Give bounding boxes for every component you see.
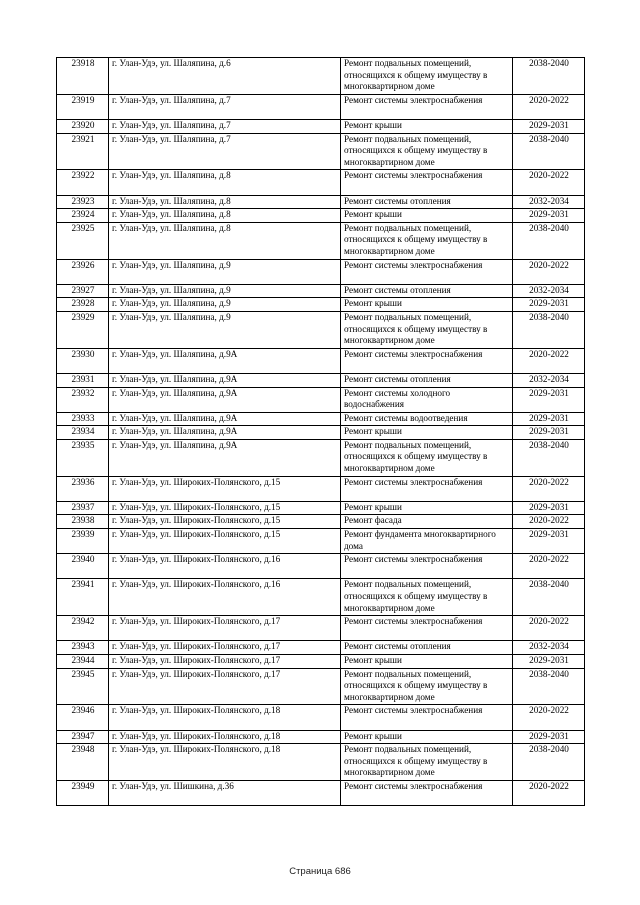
row-number-cell: 23939 <box>57 529 109 554</box>
address-cell: г. Улан-Удэ, ул. Широких-Полянского, д.17 <box>109 655 341 669</box>
repair-period-cell: 2020-2022 <box>513 616 585 641</box>
address-cell: г. Улан-Удэ, ул. Шаляпина, д.9А <box>109 348 341 373</box>
table-row <box>57 705 585 730</box>
table-row <box>57 501 585 515</box>
row-number-cell: 23936 <box>57 476 109 501</box>
address-cell: г. Улан-Удэ, ул. Широких-Полянского, д.16 <box>109 554 341 579</box>
repair-period-cell: 2032-2034 <box>513 641 585 655</box>
address-cell: г. Улан-Удэ, ул. Шаляпина, д.7 <box>109 119 341 133</box>
address-cell: г. Улан-Удэ, ул. Широких-Полянского, д.18 <box>109 744 341 781</box>
row-number-cell: 23921 <box>57 133 109 170</box>
address-cell: г. Улан-Удэ, ул. Шаляпина, д.9 <box>109 311 341 348</box>
repair-period-cell: 2020-2022 <box>513 554 585 579</box>
table-row <box>57 641 585 655</box>
repair-work-cell: Ремонт системы электроснабжения <box>341 476 513 501</box>
table-row <box>57 426 585 440</box>
repair-work-cell: Ремонт подвальных помещений, относящихся к общему имуществу в многоквартирном доме <box>341 222 513 259</box>
repair-period-cell: 2020-2022 <box>513 515 585 529</box>
row-number-cell: 23928 <box>57 298 109 312</box>
repair-work-cell: Ремонт крыши <box>341 119 513 133</box>
row-number-cell: 23947 <box>57 730 109 744</box>
repair-period-cell: 2020-2022 <box>513 705 585 730</box>
address-cell: г. Улан-Удэ, ул. Широких-Полянского, д.15 <box>109 515 341 529</box>
table-row <box>57 387 585 412</box>
repair-period-cell: 2029-2031 <box>513 412 585 426</box>
repair-work-cell: Ремонт подвальных помещений, относящихся к общему имуществу в многоквартирном доме <box>341 311 513 348</box>
repair-period-cell: 2020-2022 <box>513 476 585 501</box>
repair-work-cell: Ремонт системы отопления <box>341 373 513 387</box>
table-row <box>57 529 585 554</box>
address-cell: г. Улан-Удэ, ул. Шаляпина, д.8 <box>109 170 341 195</box>
table-body <box>57 58 585 806</box>
repair-period-cell: 2029-2031 <box>513 387 585 412</box>
repair-period-cell: 2029-2031 <box>513 730 585 744</box>
row-number-cell: 23944 <box>57 655 109 669</box>
repair-period-cell: 2032-2034 <box>513 195 585 209</box>
row-number-cell: 23949 <box>57 780 109 805</box>
repair-work-cell: Ремонт подвальных помещений, относящихся к общему имуществу в многоквартирном доме <box>341 744 513 781</box>
address-cell: г. Улан-Удэ, ул. Шаляпина, д.9 <box>109 284 341 298</box>
address-cell: г. Улан-Удэ, ул. Шаляпина, д.9А <box>109 439 341 476</box>
repair-work-cell: Ремонт системы отопления <box>341 641 513 655</box>
repair-work-cell: Ремонт системы отопления <box>341 195 513 209</box>
table-row <box>57 554 585 579</box>
row-number-cell: 23948 <box>57 744 109 781</box>
address-cell: г. Улан-Удэ, ул. Шаляпина, д.8 <box>109 222 341 259</box>
repair-work-cell: Ремонт подвальных помещений, относящихся к общему имуществу в многоквартирном доме <box>341 58 513 95</box>
repair-period-cell: 2029-2031 <box>513 119 585 133</box>
repair-work-cell: Ремонт системы электроснабжения <box>341 554 513 579</box>
repair-period-cell: 2029-2031 <box>513 298 585 312</box>
table-row <box>57 119 585 133</box>
row-number-cell: 23932 <box>57 387 109 412</box>
address-cell: г. Улан-Удэ, ул. Шаляпина, д.8 <box>109 209 341 223</box>
table-row <box>57 170 585 195</box>
table-row <box>57 655 585 669</box>
repair-period-cell: 2029-2031 <box>513 529 585 554</box>
address-cell: г. Улан-Удэ, ул. Широких-Полянского, д.17 <box>109 668 341 705</box>
repair-work-cell: Ремонт подвальных помещений, относящихся к общему имуществу в многоквартирном доме <box>341 439 513 476</box>
row-number-cell: 23924 <box>57 209 109 223</box>
address-cell: г. Улан-Удэ, ул. Шаляпина, д.9А <box>109 426 341 440</box>
row-number-cell: 23925 <box>57 222 109 259</box>
row-number-cell: 23946 <box>57 705 109 730</box>
table-row <box>57 616 585 641</box>
row-number-cell: 23929 <box>57 311 109 348</box>
repair-period-cell: 2029-2031 <box>513 501 585 515</box>
address-cell: г. Улан-Удэ, ул. Шаляпина, д.9А <box>109 412 341 426</box>
repair-period-cell: 2029-2031 <box>513 209 585 223</box>
row-number-cell: 23943 <box>57 641 109 655</box>
repair-work-cell: Ремонт системы электроснабжения <box>341 348 513 373</box>
row-number-cell: 23931 <box>57 373 109 387</box>
table-row <box>57 744 585 781</box>
row-number-cell: 23926 <box>57 259 109 284</box>
table-row <box>57 579 585 616</box>
repair-work-cell: Ремонт системы электроснабжения <box>341 616 513 641</box>
repair-work-cell: Ремонт крыши <box>341 730 513 744</box>
repair-period-cell: 2029-2031 <box>513 426 585 440</box>
address-cell: г. Улан-Удэ, ул. Широких-Полянского, д.17 <box>109 616 341 641</box>
repair-period-cell: 2038-2040 <box>513 668 585 705</box>
repair-work-cell: Ремонт системы электроснабжения <box>341 259 513 284</box>
repair-period-cell: 2038-2040 <box>513 439 585 476</box>
row-number-cell: 23942 <box>57 616 109 641</box>
address-cell: г. Улан-Удэ, ул. Широких-Полянского, д.16 <box>109 579 341 616</box>
repair-period-cell: 2020-2022 <box>513 170 585 195</box>
row-number-cell: 23930 <box>57 348 109 373</box>
row-number-cell: 23938 <box>57 515 109 529</box>
repair-work-cell: Ремонт крыши <box>341 209 513 223</box>
address-cell: г. Улан-Удэ, ул. Шаляпина, д.9А <box>109 373 341 387</box>
address-cell: г. Улан-Удэ, ул. Широких-Полянского, д.15 <box>109 501 341 515</box>
repair-period-cell: 2029-2031 <box>513 655 585 669</box>
row-number-cell: 23919 <box>57 94 109 119</box>
repair-period-cell: 2038-2040 <box>513 58 585 95</box>
table-row <box>57 311 585 348</box>
repair-period-cell: 2020-2022 <box>513 259 585 284</box>
address-cell: г. Улан-Удэ, ул. Шаляпина, д.9 <box>109 298 341 312</box>
row-number-cell: 23922 <box>57 170 109 195</box>
table-row <box>57 412 585 426</box>
table-row <box>57 195 585 209</box>
repair-work-cell: Ремонт крыши <box>341 501 513 515</box>
repair-period-cell: 2038-2040 <box>513 744 585 781</box>
table-row <box>57 94 585 119</box>
repair-period-cell: 2020-2022 <box>513 94 585 119</box>
repair-work-cell: Ремонт крыши <box>341 655 513 669</box>
repair-work-cell: Ремонт крыши <box>341 426 513 440</box>
row-number-cell: 23918 <box>57 58 109 95</box>
capital-repair-table <box>56 57 585 806</box>
table-row <box>57 298 585 312</box>
table-row <box>57 259 585 284</box>
address-cell: г. Улан-Удэ, ул. Шаляпина, д.9 <box>109 259 341 284</box>
address-cell: г. Улан-Удэ, ул. Широких-Полянского, д.15 <box>109 529 341 554</box>
table-row <box>57 730 585 744</box>
table-row <box>57 133 585 170</box>
table-row <box>57 439 585 476</box>
repair-period-cell: 2032-2034 <box>513 284 585 298</box>
repair-work-cell: Ремонт системы холодного водоснабжения <box>341 387 513 412</box>
row-number-cell: 23937 <box>57 501 109 515</box>
repair-work-cell: Ремонт системы электроснабжения <box>341 705 513 730</box>
table-row <box>57 780 585 805</box>
address-cell: г. Улан-Удэ, ул. Широких-Полянского, д.18 <box>109 705 341 730</box>
repair-work-cell: Ремонт системы водоотведения <box>341 412 513 426</box>
table-row <box>57 209 585 223</box>
repair-work-cell: Ремонт подвальных помещений, относящихся к общему имуществу в многоквартирном доме <box>341 133 513 170</box>
repair-work-cell: Ремонт подвальных помещений, относящихся к общему имуществу в многоквартирном доме <box>341 668 513 705</box>
repair-work-cell: Ремонт подвальных помещений, относящихся к общему имуществу в многоквартирном доме <box>341 579 513 616</box>
address-cell: г. Улан-Удэ, ул. Шаляпина, д.7 <box>109 133 341 170</box>
row-number-cell: 23945 <box>57 668 109 705</box>
table-row <box>57 222 585 259</box>
repair-period-cell: 2032-2034 <box>513 373 585 387</box>
repair-work-cell: Ремонт системы электроснабжения <box>341 94 513 119</box>
repair-work-cell: Ремонт фасада <box>341 515 513 529</box>
table-row <box>57 373 585 387</box>
row-number-cell: 23920 <box>57 119 109 133</box>
repair-period-cell: 2038-2040 <box>513 311 585 348</box>
repair-work-cell: Ремонт системы электроснабжения <box>341 780 513 805</box>
repair-period-cell: 2038-2040 <box>513 133 585 170</box>
row-number-cell: 23927 <box>57 284 109 298</box>
address-cell: г. Улан-Удэ, ул. Шаляпина, д.8 <box>109 195 341 209</box>
row-number-cell: 23940 <box>57 554 109 579</box>
repair-period-cell: 2038-2040 <box>513 579 585 616</box>
table-row <box>57 284 585 298</box>
row-number-cell: 23941 <box>57 579 109 616</box>
address-cell: г. Улан-Удэ, ул. Широких-Полянского, д.17 <box>109 641 341 655</box>
row-number-cell: 23934 <box>57 426 109 440</box>
table-row <box>57 515 585 529</box>
repair-period-cell: 2020-2022 <box>513 780 585 805</box>
address-cell: г. Улан-Удэ, ул. Шаляпина, д.9А <box>109 387 341 412</box>
repair-work-cell: Ремонт крыши <box>341 298 513 312</box>
row-number-cell: 23923 <box>57 195 109 209</box>
table-row <box>57 476 585 501</box>
row-number-cell: 23935 <box>57 439 109 476</box>
page-number: Страница 686 <box>289 866 351 877</box>
address-cell: г. Улан-Удэ, ул. Шишкина, д.36 <box>109 780 341 805</box>
repair-work-cell: Ремонт системы отопления <box>341 284 513 298</box>
repair-period-cell: 2038-2040 <box>513 222 585 259</box>
table-row <box>57 668 585 705</box>
repair-work-cell: Ремонт системы электроснабжения <box>341 170 513 195</box>
repair-work-cell: Ремонт фундамента многоквартирного дома <box>341 529 513 554</box>
repair-period-cell: 2020-2022 <box>513 348 585 373</box>
address-cell: г. Улан-Удэ, ул. Широких-Полянского, д.15 <box>109 476 341 501</box>
table-row <box>57 348 585 373</box>
table-row <box>57 58 585 95</box>
address-cell: г. Улан-Удэ, ул. Шаляпина, д.6 <box>109 58 341 95</box>
row-number-cell: 23933 <box>57 412 109 426</box>
address-cell: г. Улан-Удэ, ул. Широких-Полянского, д.18 <box>109 730 341 744</box>
address-cell: г. Улан-Удэ, ул. Шаляпина, д.7 <box>109 94 341 119</box>
